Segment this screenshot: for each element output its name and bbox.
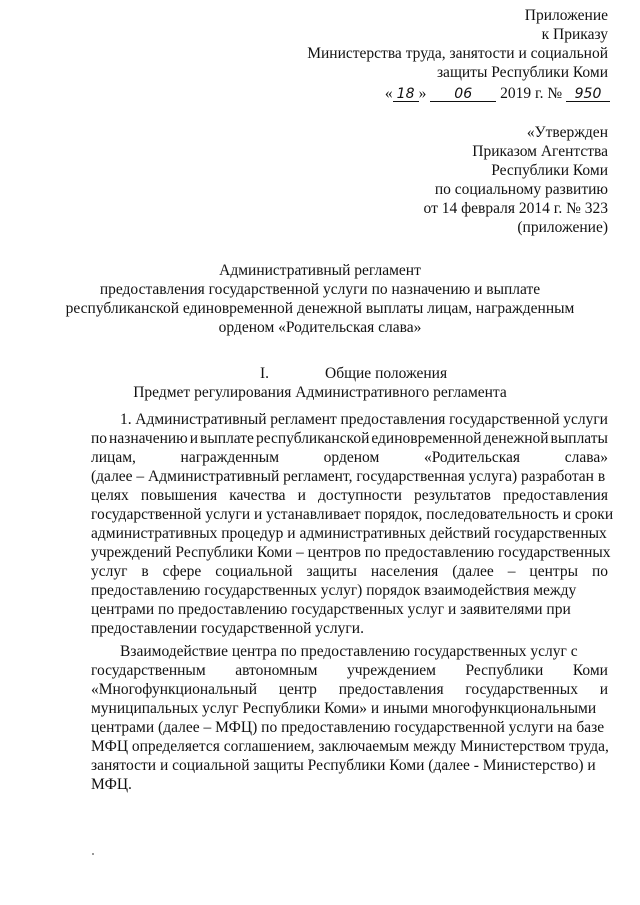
word: и [297,487,306,504]
paragraph2-line4: муниципальных услуг Республики Коми» и иными многофункциональными [91,700,597,717]
word: (далее [452,563,494,580]
word: услуги [563,411,608,428]
handwritten-day: 18 [393,87,419,102]
word: назначению [109,430,188,447]
word: денежной [483,430,549,447]
word: доступности [317,487,402,504]
word: повышения [140,487,218,504]
date-quote-open: « [384,85,393,102]
word: сфере [162,563,202,580]
paragraph1-line3 [91,449,608,467]
section-name: Общие положения [325,365,448,382]
scan-speck [92,853,94,855]
word: качества [229,487,286,504]
word: и [189,430,199,447]
paragraph1-line9 [91,563,608,581]
word: регламент [270,411,337,428]
date-quote-close: » [418,85,427,102]
approved-line1: «Утвержден [526,124,608,141]
document-title-line4: орденом «Родительская слава» [218,319,422,336]
document-title-line3: республиканской единовременной денежной выплаты лицам, награжденным [65,300,575,317]
paragraph2-line7: занятости и социальной защиты Республики Коми (далее - Министерство) и [91,757,596,774]
word: учреждением [347,662,436,679]
paragraph1-line2 [91,430,608,448]
word: целях [91,487,129,504]
word: предоставления [340,411,446,428]
paragraph1-line7: административных процедур и административных действий государственных [91,525,607,542]
word: 1. [120,411,132,428]
word: выплаты [550,430,608,447]
word: в [141,563,149,580]
order-reference: к Приказу [541,26,608,43]
paragraph1-line12: предоставлении государственной услуги. [91,620,364,637]
paragraph2-line8: МФЦ. [91,776,132,793]
paragraph1-line10: предоставлению государственных услуг) порядок взаимодействия между [91,582,577,599]
paragraph2-line1: Взаимодействие центра по предоставлению государственных услуг с [120,643,578,660]
word: государственным [91,662,206,679]
word: лицам, [91,449,136,466]
paragraph1-line5 [91,487,608,505]
handwritten-month: 06 [430,87,496,102]
word: «Родительская [423,449,521,466]
approved-line3: Республики Коми [491,162,608,179]
word: орденом [323,449,380,466]
word: населения [370,563,439,580]
word: услуг [91,563,128,580]
word: Республики [465,662,544,679]
word: центр [278,681,317,698]
word: республиканской [255,430,370,447]
word: по [591,563,608,580]
word: автономным [235,662,318,679]
word: – [507,563,516,580]
word: предоставления [338,681,444,698]
word: слава» [564,449,608,466]
word: государственной [449,411,560,428]
ministry-name-line1: Министерства труда, занятости и социальной [307,45,608,62]
word: Коми [572,662,608,679]
approved-line4: по социальному развитию [434,181,608,198]
word: предоставления [503,487,608,504]
approved-line5: от 14 февраля 2014 г. № 323 [423,200,608,217]
word: государственных [465,681,578,698]
paragraph2-line2 [91,662,608,680]
word: социальной [215,563,293,580]
appendix-label: Приложение [524,7,608,24]
section-subtitle: Предмет регулирования Административного регламента [133,384,507,401]
approved-line2: Приказом Агентства [472,143,608,160]
word: единовременной [371,430,482,447]
paragraph1-line4: (далее – Административный регламент, государственная услуга) разработан в [91,468,606,485]
word: Административный [135,411,267,428]
date-year-number: 2019 г. № [500,85,563,102]
word: «Многофункциональный [91,681,257,698]
paragraph1-line11: центрами по предоставлению государственных услуг и заявителями при [91,601,571,618]
document-title-line2: предоставления государственной услуги по назначению и выплате [99,281,541,298]
word: по [91,430,108,447]
paragraph2-line5: центрами (далее – МФЦ) по предоставлению государственной услуги на базе [91,719,605,736]
word: выплате [200,430,254,447]
paragraph2-line6: МФЦ определяется соглашением, заключаемым между Министерством труда, [91,738,609,755]
paragraph2-line3 [91,681,608,699]
word: и [599,681,608,698]
ministry-name-line2: защиты Республики Коми [436,64,608,81]
word: награжденным [180,449,279,466]
paragraph1-line6: государственной услуги и устанавливает порядок, последовательность и сроки [91,506,614,523]
order-date-line [385,85,610,103]
approved-line6: (приложение) [517,219,608,236]
word: защиты [306,563,357,580]
document-title: Административный регламент [219,262,421,279]
word: результатов [413,487,491,504]
handwritten-order-number: 950 [566,87,610,102]
paragraph1-line8: учреждений Республики Коми – центров по предоставлению государственных [91,544,611,561]
word: центры [529,563,579,580]
section-number: I. [260,365,270,382]
paragraph1-line1 [120,411,608,429]
